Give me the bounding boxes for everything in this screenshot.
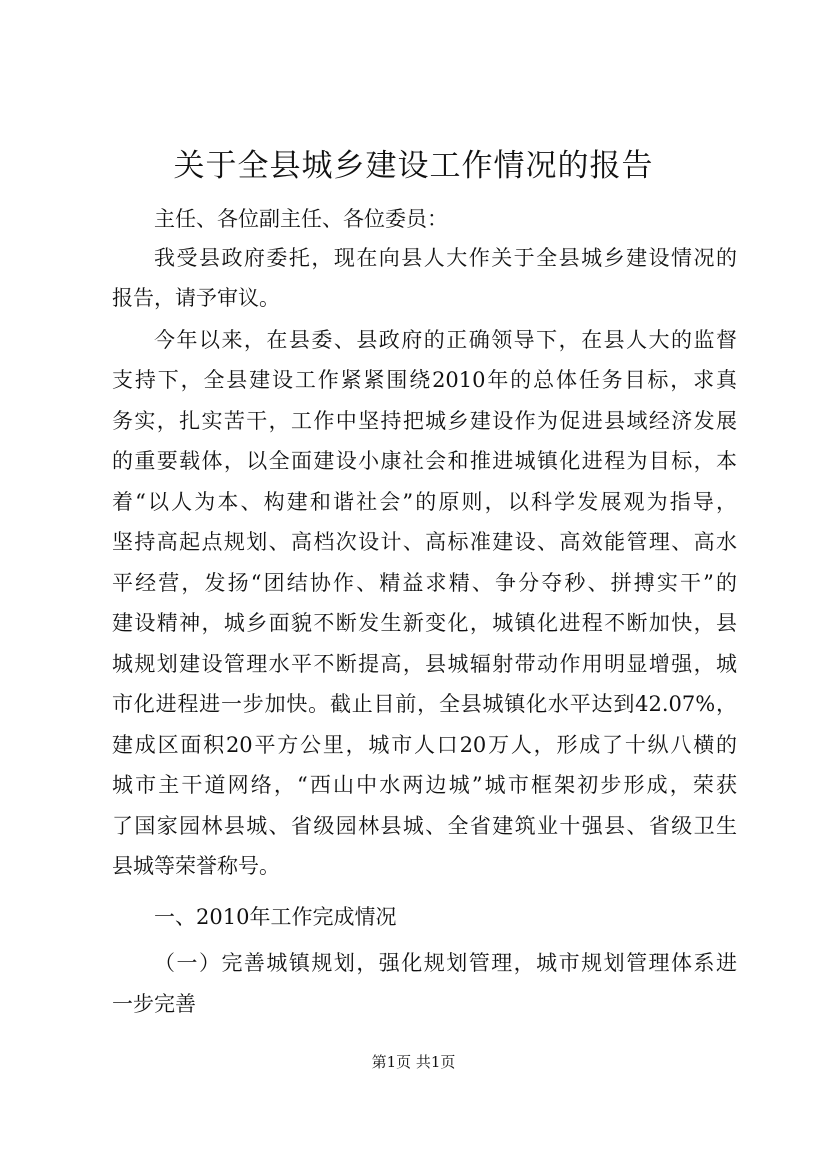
subsection-heading: 一步完善 [112, 992, 196, 1016]
paragraph-line: 报告，请予审议。 [112, 286, 280, 310]
document-title: 关于全县城乡建设工作情况的报告 [173, 148, 654, 184]
paragraph-line: 今年以来，在县委、县政府的正确领导下，在县人大的监督 [154, 328, 737, 352]
paragraph-line: 务实，扎实苦干，工作中坚持把城乡建设作为促进县域经济发展 [112, 409, 737, 433]
section-heading: 一、2010年工作完成情况 [154, 905, 397, 929]
paragraph-line: 着“以人为本、构建和谐社会”的原则，以科学发展观为指导， [112, 490, 737, 514]
paragraph-line: 平经营，发扬“团结协作、精益求精、争分夺秒、拼搏实干”的 [112, 571, 737, 595]
paragraph-line: 支持下，全县建设工作紧紧围绕2010年的总体任务目标，求真 [112, 368, 737, 392]
paragraph-line: 坚持高起点规划、高档次设计、高标准建设、高效能管理、高水 [112, 530, 737, 554]
paragraph-line: 了国家园林县城、省级园林县城、全省建筑业十强县、省级卫生 [112, 814, 737, 838]
paragraph-line: 建设精神，城乡面貌不断发生新变化，城镇化进程不断加快，县 [112, 611, 737, 635]
paragraph-line: 市化进程进一步加快。截止目前，全县城镇化水平达到42.07%， [112, 692, 737, 716]
paragraph-line: 建成区面积20平方公里，城市人口20万人，形成了十纵八横的 [112, 733, 737, 757]
salutation: 主任、各位副主任、各位委员： [154, 207, 448, 231]
paragraph-line: 县城等荣誉称号。 [112, 854, 280, 878]
paragraph-line: 的重要载体，以全面建设小康社会和推进城镇化进程为目标，本 [112, 449, 737, 473]
paragraph-line: 城市主干道网络，“西山中水两边城”城市框架初步形成，荣获 [112, 773, 737, 797]
subsection-heading: （一）完善城镇规划，强化规划管理，城市规划管理体系进 [154, 951, 737, 975]
paragraph-line: 我受县政府委托，现在向县人大作关于全县城乡建设情况的 [154, 246, 737, 270]
paragraph-line: 城规划建设管理水平不断提高，县城辐射带动作用明显增强，城 [112, 652, 737, 676]
page-footer: 第1页 共1页 [371, 1053, 456, 1071]
